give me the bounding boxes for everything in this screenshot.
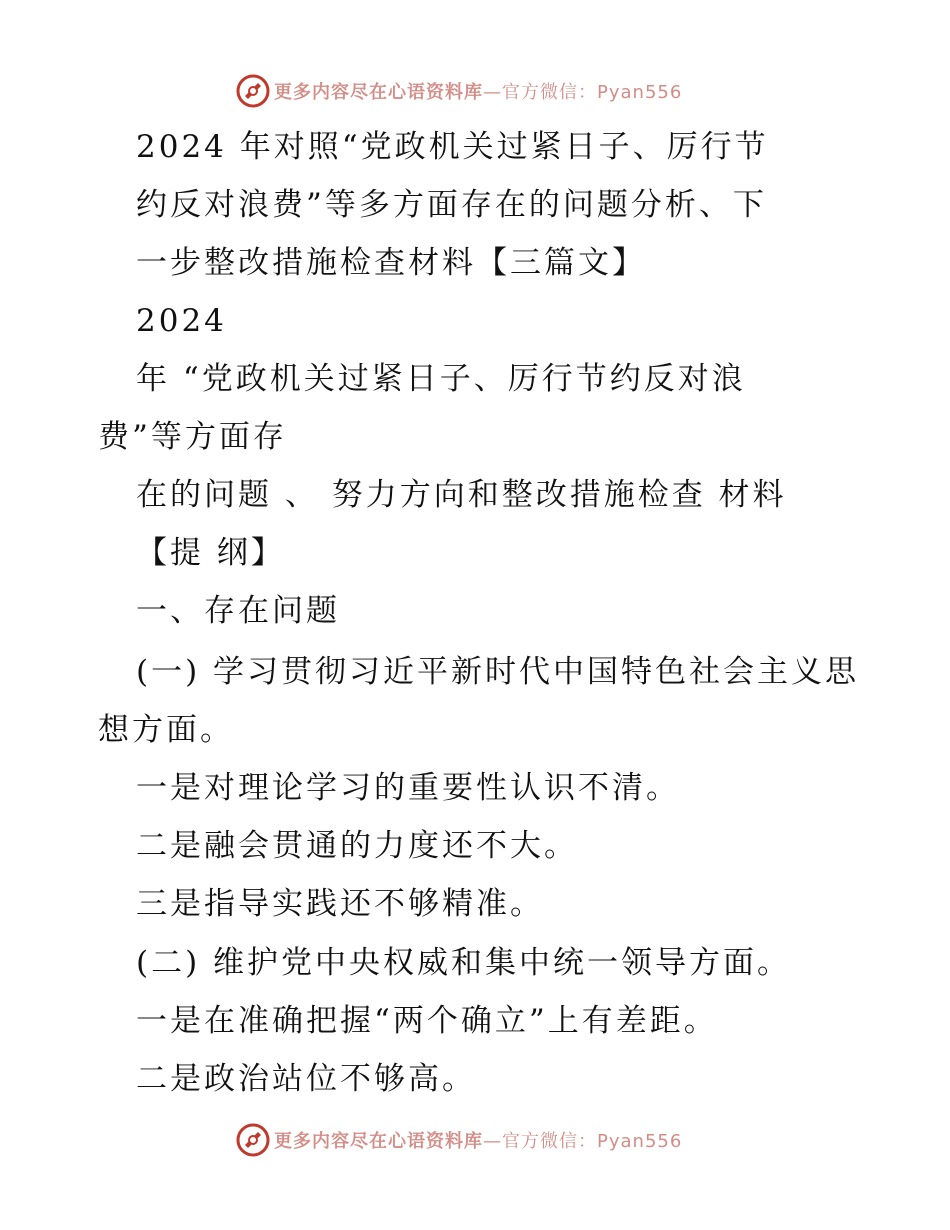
subtitle-line-3: 在的问题 、 努力方向和整改措施检查 材料 xyxy=(136,477,787,513)
list-item-1-3: 三是指导实践还不够精准。 xyxy=(136,886,544,922)
seal-logo-icon xyxy=(236,1123,270,1157)
watermark-banner-top xyxy=(236,73,682,109)
title-line-3: 一步整改措施检查材料【三篇文】 xyxy=(136,245,646,281)
seal-logo-icon xyxy=(236,74,270,108)
section-heading-1: 一、存在问题 xyxy=(136,593,340,629)
list-item-2-1: 一是在准确把握“两个确立”上有差距。 xyxy=(136,1003,718,1039)
list-item-2-2: 二是政治站位不够高。 xyxy=(136,1061,476,1097)
subtitle-line-2: 费”等方面存 xyxy=(98,419,287,455)
title-line-1: 2024 年对照“党政机关过紧日子、厉行节 xyxy=(136,129,769,165)
subtitle-year: 2024 xyxy=(136,303,227,339)
outline-heading: 【提 纲】 xyxy=(136,535,285,571)
watermark-banner-bottom xyxy=(236,1122,682,1158)
list-item-1-1: 一是对理论学习的重要性认识不清。 xyxy=(136,770,680,806)
subsection-1-line-1: (一) 学习贯彻习近平新时代中国特色社会主义思 xyxy=(136,654,860,690)
title-line-2: 约反对浪费”等多方面存在的问题分析、下 xyxy=(136,187,767,223)
subsection-1-line-2: 想方面。 xyxy=(98,712,234,748)
subsection-2: (二) 维护党中央权威和集中统一领导方面。 xyxy=(136,945,792,981)
watermark-text: 更多内容尽在心语资料库—官方微信：Pyan556 xyxy=(274,1131,683,1152)
subtitle-line-1: 年 “党政机关过紧日子、厉行节约反对浪 xyxy=(136,361,746,397)
list-item-1-2: 二是融会贯通的力度还不大。 xyxy=(136,828,578,864)
watermark-text: 更多内容尽在心语资料库—官方微信：Pyan556 xyxy=(274,82,683,103)
